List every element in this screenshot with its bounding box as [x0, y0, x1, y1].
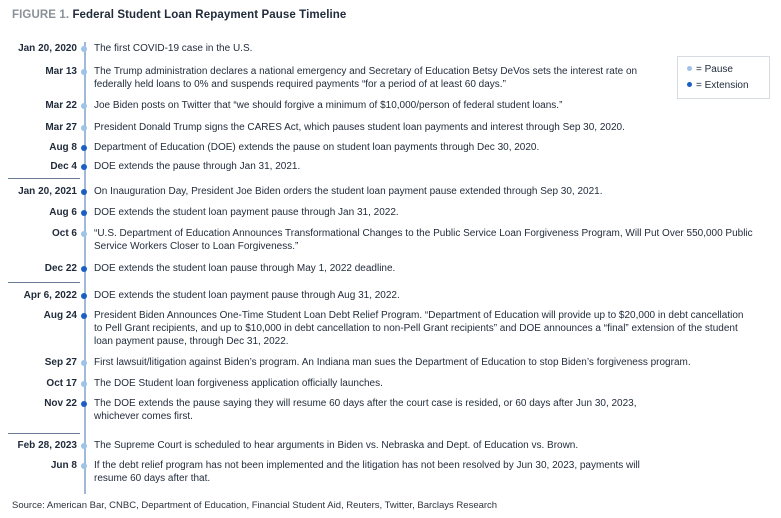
event-date: Nov 22 [44, 398, 77, 409]
event-text: DOE extends the pause through Jan 31, 2021. [94, 161, 301, 172]
event-date: Mar 13 [45, 66, 77, 77]
event-date: Oct 6 [51, 228, 77, 239]
event-text: The Trump administration declares a national emergency and Secretary of Education Betsy DeVos sets the interest rate on federally held loans to 0% and suspends required payments “for a period of at least 60 days.” [94, 66, 638, 90]
pause-marker [81, 103, 87, 109]
figure-label: FIGURE 1. [12, 9, 70, 21]
pause-marker [81, 231, 87, 237]
event-date: Apr 6, 2022 [23, 290, 77, 301]
event-date: Aug 24 [43, 310, 77, 321]
pause-marker [81, 125, 87, 131]
event-date: Mar 27 [45, 122, 77, 133]
figure-title [12, 9, 346, 21]
event-date: Sep 27 [44, 357, 77, 368]
event-date: Jan 20, 2021 [18, 186, 77, 197]
event-date: Aug 6 [49, 207, 77, 218]
pause-marker [81, 443, 87, 449]
year-separator [8, 282, 80, 283]
event-date: Dec 4 [50, 161, 77, 172]
event-date: Mar 22 [45, 100, 77, 111]
event-date: Oct 17 [46, 378, 77, 389]
event-date: Jun 8 [50, 460, 77, 471]
event-text: “U.S. Department of Education Announces Transformational Changes to the Public Service Loan Forgiveness Program, Will Put Over 550,000 Public Service Workers Closer to Loan Forgiveness.” [94, 228, 753, 252]
event-text: The first COVID-19 case in the U.S. [94, 43, 253, 54]
event-text: President Donald Trump signs the CARES Act, which pauses student loan payments and interest through Sep 30, 2020. [94, 122, 625, 133]
extension-marker [81, 164, 87, 170]
source-note: Source: American Bar, CNBC, Department of Education, Financial Student Aid, Reuters, Twitter, Barclays Research [12, 500, 498, 511]
extension-marker [81, 293, 87, 299]
event-text: President Biden Announces One-Time Student Loan Debt Relief Program. “Department of Education will provide up to $20,000 in debt cancellation to Pell Grant recipients, and up to $10,000 in debt cancellation to non-Pell Grant recipients” and DOE announces a “final” extension of the student loan payment pause, through Dec 31, 2022. [94, 310, 744, 347]
extension-marker [81, 189, 87, 195]
legend-extension [687, 80, 749, 92]
legend-extension-label: = Extension [696, 80, 749, 91]
event-text: First lawsuit/litigation against Biden’s program. An Indiana man sues the Department of Education to stop Biden’s forgiveness program. [94, 357, 691, 368]
extension-marker [81, 210, 87, 216]
event-text: The DOE extends the pause saying they will resume 60 days after the court case is resided, or 60 days after Jun 30, 2023, whichever comes first. [94, 398, 637, 422]
event-date: Dec 22 [44, 263, 77, 274]
event-text: DOE extends the student loan payment pause through Aug 31, 2022. [94, 290, 400, 301]
pause-marker [81, 46, 87, 52]
event-date: Aug 8 [49, 142, 77, 153]
event-text: Department of Education (DOE) extends the pause on student loan payments through Dec 30, 2020. [94, 142, 540, 153]
pause-marker [81, 360, 87, 366]
event-text: If the debt relief program has not been implemented and the litigation has not been resolved by Jun 30, 2023, payments will resume 60 days after that. [94, 460, 640, 484]
timeline [0, 38, 781, 493]
extension-marker [81, 401, 87, 407]
extension-marker [81, 313, 87, 319]
extension-dot-icon [687, 82, 692, 87]
legend [677, 56, 770, 99]
event-text: DOE extends the student loan pause through May 1, 2022 deadline. [94, 263, 396, 274]
event-date: Feb 28, 2023 [17, 440, 77, 451]
event-text: DOE extends the student loan payment pause through Jan 31, 2022. [94, 207, 399, 218]
figure-name: Federal Student Loan Repayment Pause Timeline [72, 9, 347, 21]
event-text: On Inauguration Day, President Joe Biden orders the student loan payment pause extended through Sep 30, 2021. [94, 186, 603, 197]
pause-marker [81, 381, 87, 387]
legend-pause-label: = Pause [696, 64, 733, 75]
year-separator [8, 433, 80, 434]
event-text: The DOE Student loan forgiveness application officially launches. [94, 378, 383, 389]
year-separator [8, 178, 80, 179]
event-date: Jan 20, 2020 [18, 43, 77, 54]
pause-dot-icon [687, 66, 692, 71]
legend-pause [687, 64, 733, 76]
event-text: Joe Biden posts on Twitter that “we should forgive a minimum of $10,000/person of federal student loans.” [94, 100, 563, 111]
extension-marker [81, 266, 87, 272]
extension-marker [81, 145, 87, 151]
pause-marker [81, 69, 87, 75]
event-text: The Supreme Court is scheduled to hear arguments in Biden vs. Nebraska and Dept. of Education vs. Brown. [94, 440, 579, 451]
pause-marker [81, 463, 87, 469]
